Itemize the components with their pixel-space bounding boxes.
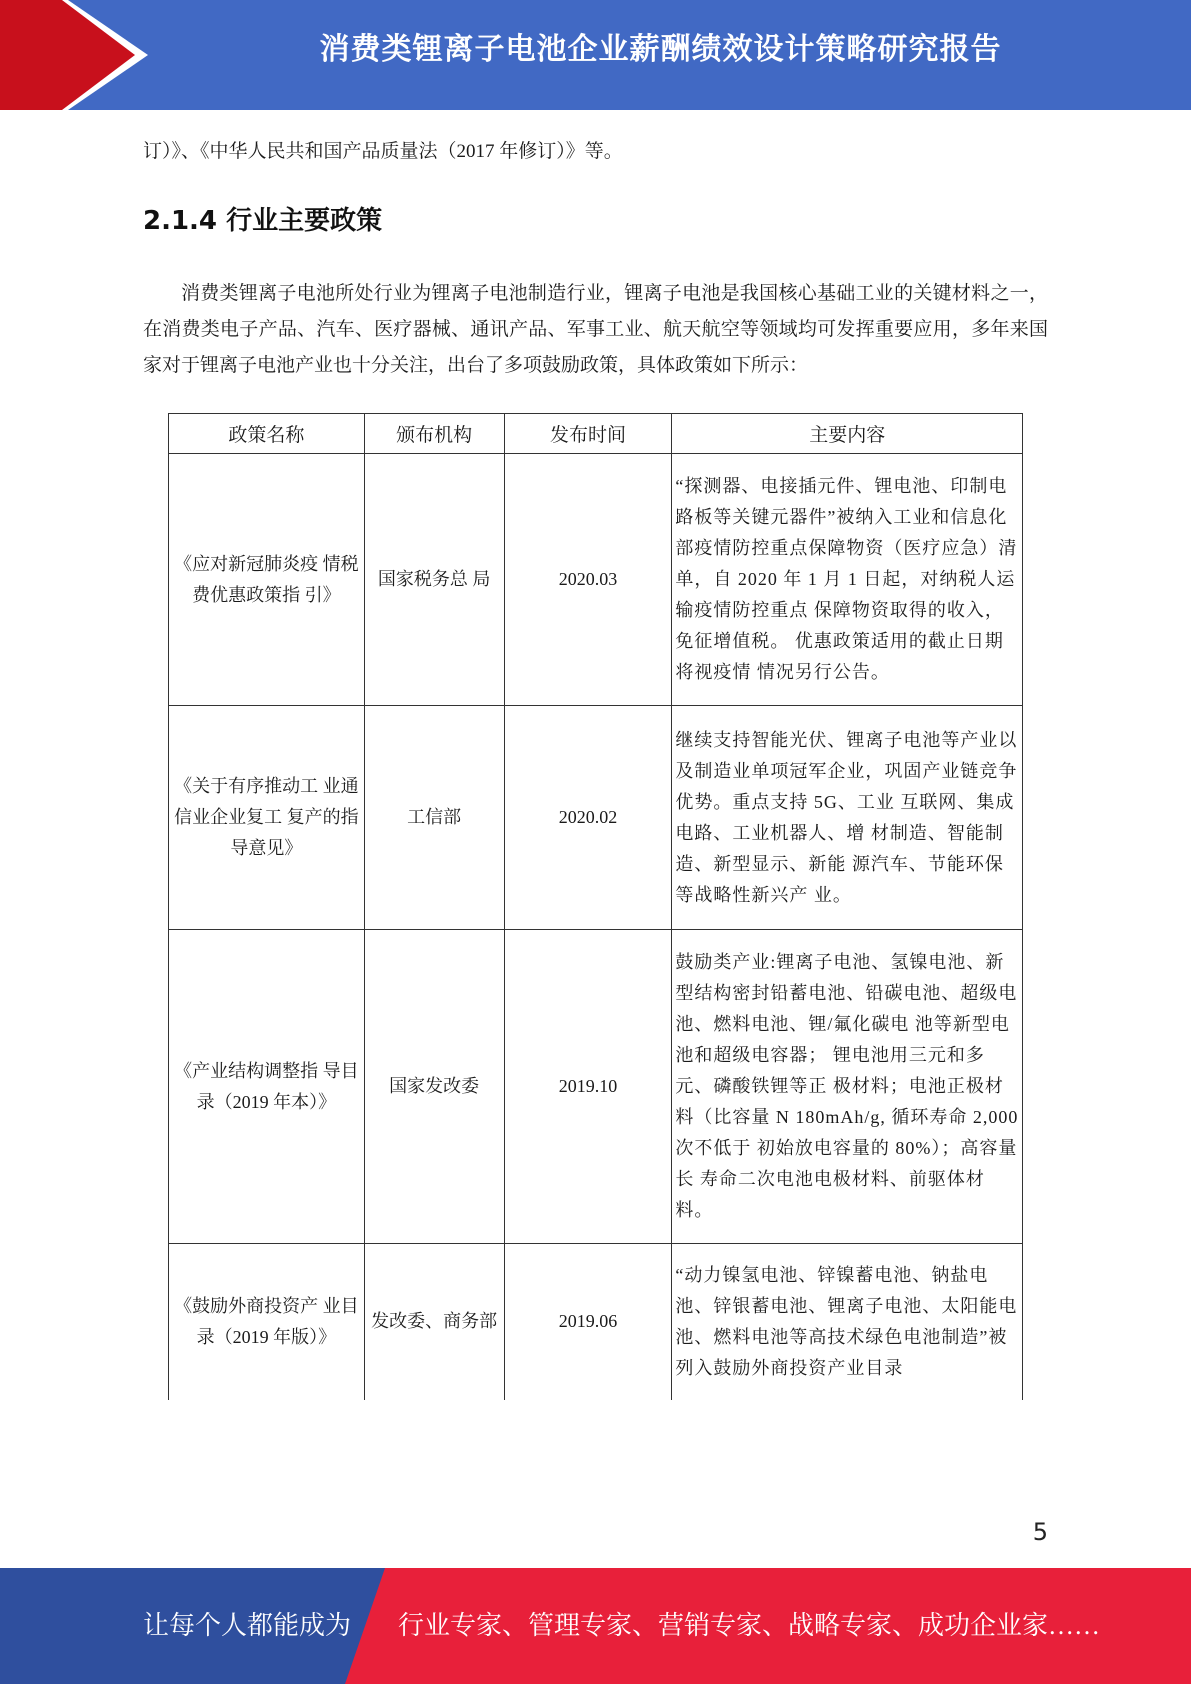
policy-name: 《产业结构调整指 导目录（2019 年本）》 (169, 930, 365, 1244)
header-chevron-icon (0, 0, 160, 110)
policy-content: “动力镍氢电池、锌镍蓄电池、钠盐电池、锌银蓄电池、锂离子电池、太阳能电池、燃料电池等高技术绿色电池制造”被列入鼓励外商投资产业目录 (672, 1244, 1023, 1400)
policy-name: 《鼓励外商投资产 业目录（2019 年版）》 (169, 1244, 365, 1400)
section-heading: 2.1.4 行业主要政策 (143, 206, 383, 236)
policy-name: 《关于有序推动工 业通信业企业复工 复产的指导意见》 (169, 706, 365, 930)
header-agency: 颁布机构 (364, 414, 504, 454)
header-content: 主要内容 (672, 414, 1023, 454)
header-date: 发布时间 (504, 414, 672, 454)
table-row (169, 454, 1023, 706)
policy-content: 鼓励类产业:锂离子电池、氢镍电池、新型结构密封铅蓄电池、铅碳电池、超级电池、燃料电池、锂/氟化碳电 池等新型电池和超级电容器； 锂电池用三元和多元、磷酸铁锂等正 极材料；电池正极材料（比容量 N 180mAh/g, 循环寿命 2,000 次不低于 初始放电容量的 80%）；高容量长 寿命二次电池电极材料、前驱体材 料。 (672, 930, 1023, 1244)
policy-table (168, 413, 1023, 1400)
policy-name: 《应对新冠肺炎疫 情税费优惠政策指 引》 (169, 454, 365, 706)
table-row (169, 930, 1023, 1244)
footer-slogan-lead: 让每个人都能成为 (143, 1611, 352, 1640)
carry-over-text: 订）》、《中华人民共和国产品质量法（2017 年修订）》等。 (143, 141, 623, 162)
footer-slogan-roles: 行业专家、管理专家、营销专家、战略专家、成功企业家…… (398, 1611, 1101, 1640)
policy-agency: 工信部 (364, 706, 504, 930)
report-title: 消费类锂离子电池企业薪酬绩效设计策略研究报告 (319, 32, 1002, 67)
table-row (169, 706, 1023, 930)
policy-agency: 国家税务总 局 (364, 454, 504, 706)
policy-date: 2020.03 (504, 454, 672, 706)
table-header-row (169, 414, 1023, 454)
policy-date: 2019.10 (504, 930, 672, 1244)
page-number: 5 (1032, 1518, 1048, 1546)
policy-date: 2019.06 (504, 1244, 672, 1400)
policy-agency: 发改委、商务部 (364, 1244, 504, 1400)
report-footer (0, 1568, 1191, 1684)
policy-content: “探测器、电接插元件、锂电池、印制电路板等关键元器件”被纳入工业和信息化部疫情防控重点保障物资（医疗应急）清单，自 2020 年 1 月 1 日起，对纳税人运输疫情防控重点 保障物资取得的收入，免征增值税。 优惠政策适用的截止日期将视疫情 情况另行公告。 (672, 454, 1023, 706)
policy-agency: 国家发改委 (364, 930, 504, 1244)
report-header (0, 0, 1191, 110)
intro-paragraph: 消费类锂离子电池所处行业为锂离子电池制造行业，锂离子电池是我国核心基础工业的关键材料之一，在消费类电子产品、汽车、医疗器械、通讯产品、军事工业、航天航空等领域均可发挥重要应用，多年来国家对于锂离子电池产业也十分关注，出台了多项鼓励政策，具体政策如下所示： (143, 283, 1048, 376)
policy-date: 2020.02 (504, 706, 672, 930)
table-row (169, 1244, 1023, 1400)
policy-content: 继续支持智能光伏、锂离子电池等产业以及制造业单项冠军企业，巩固产业链竞争优势。重点支持 5G、工业 互联网、集成电路、工业机器人、增 材制造、智能制造、新型显示、新能 源汽车、节能环保等战略性新兴产 业。 (672, 706, 1023, 930)
header-policy-name: 政策名称 (169, 414, 365, 454)
